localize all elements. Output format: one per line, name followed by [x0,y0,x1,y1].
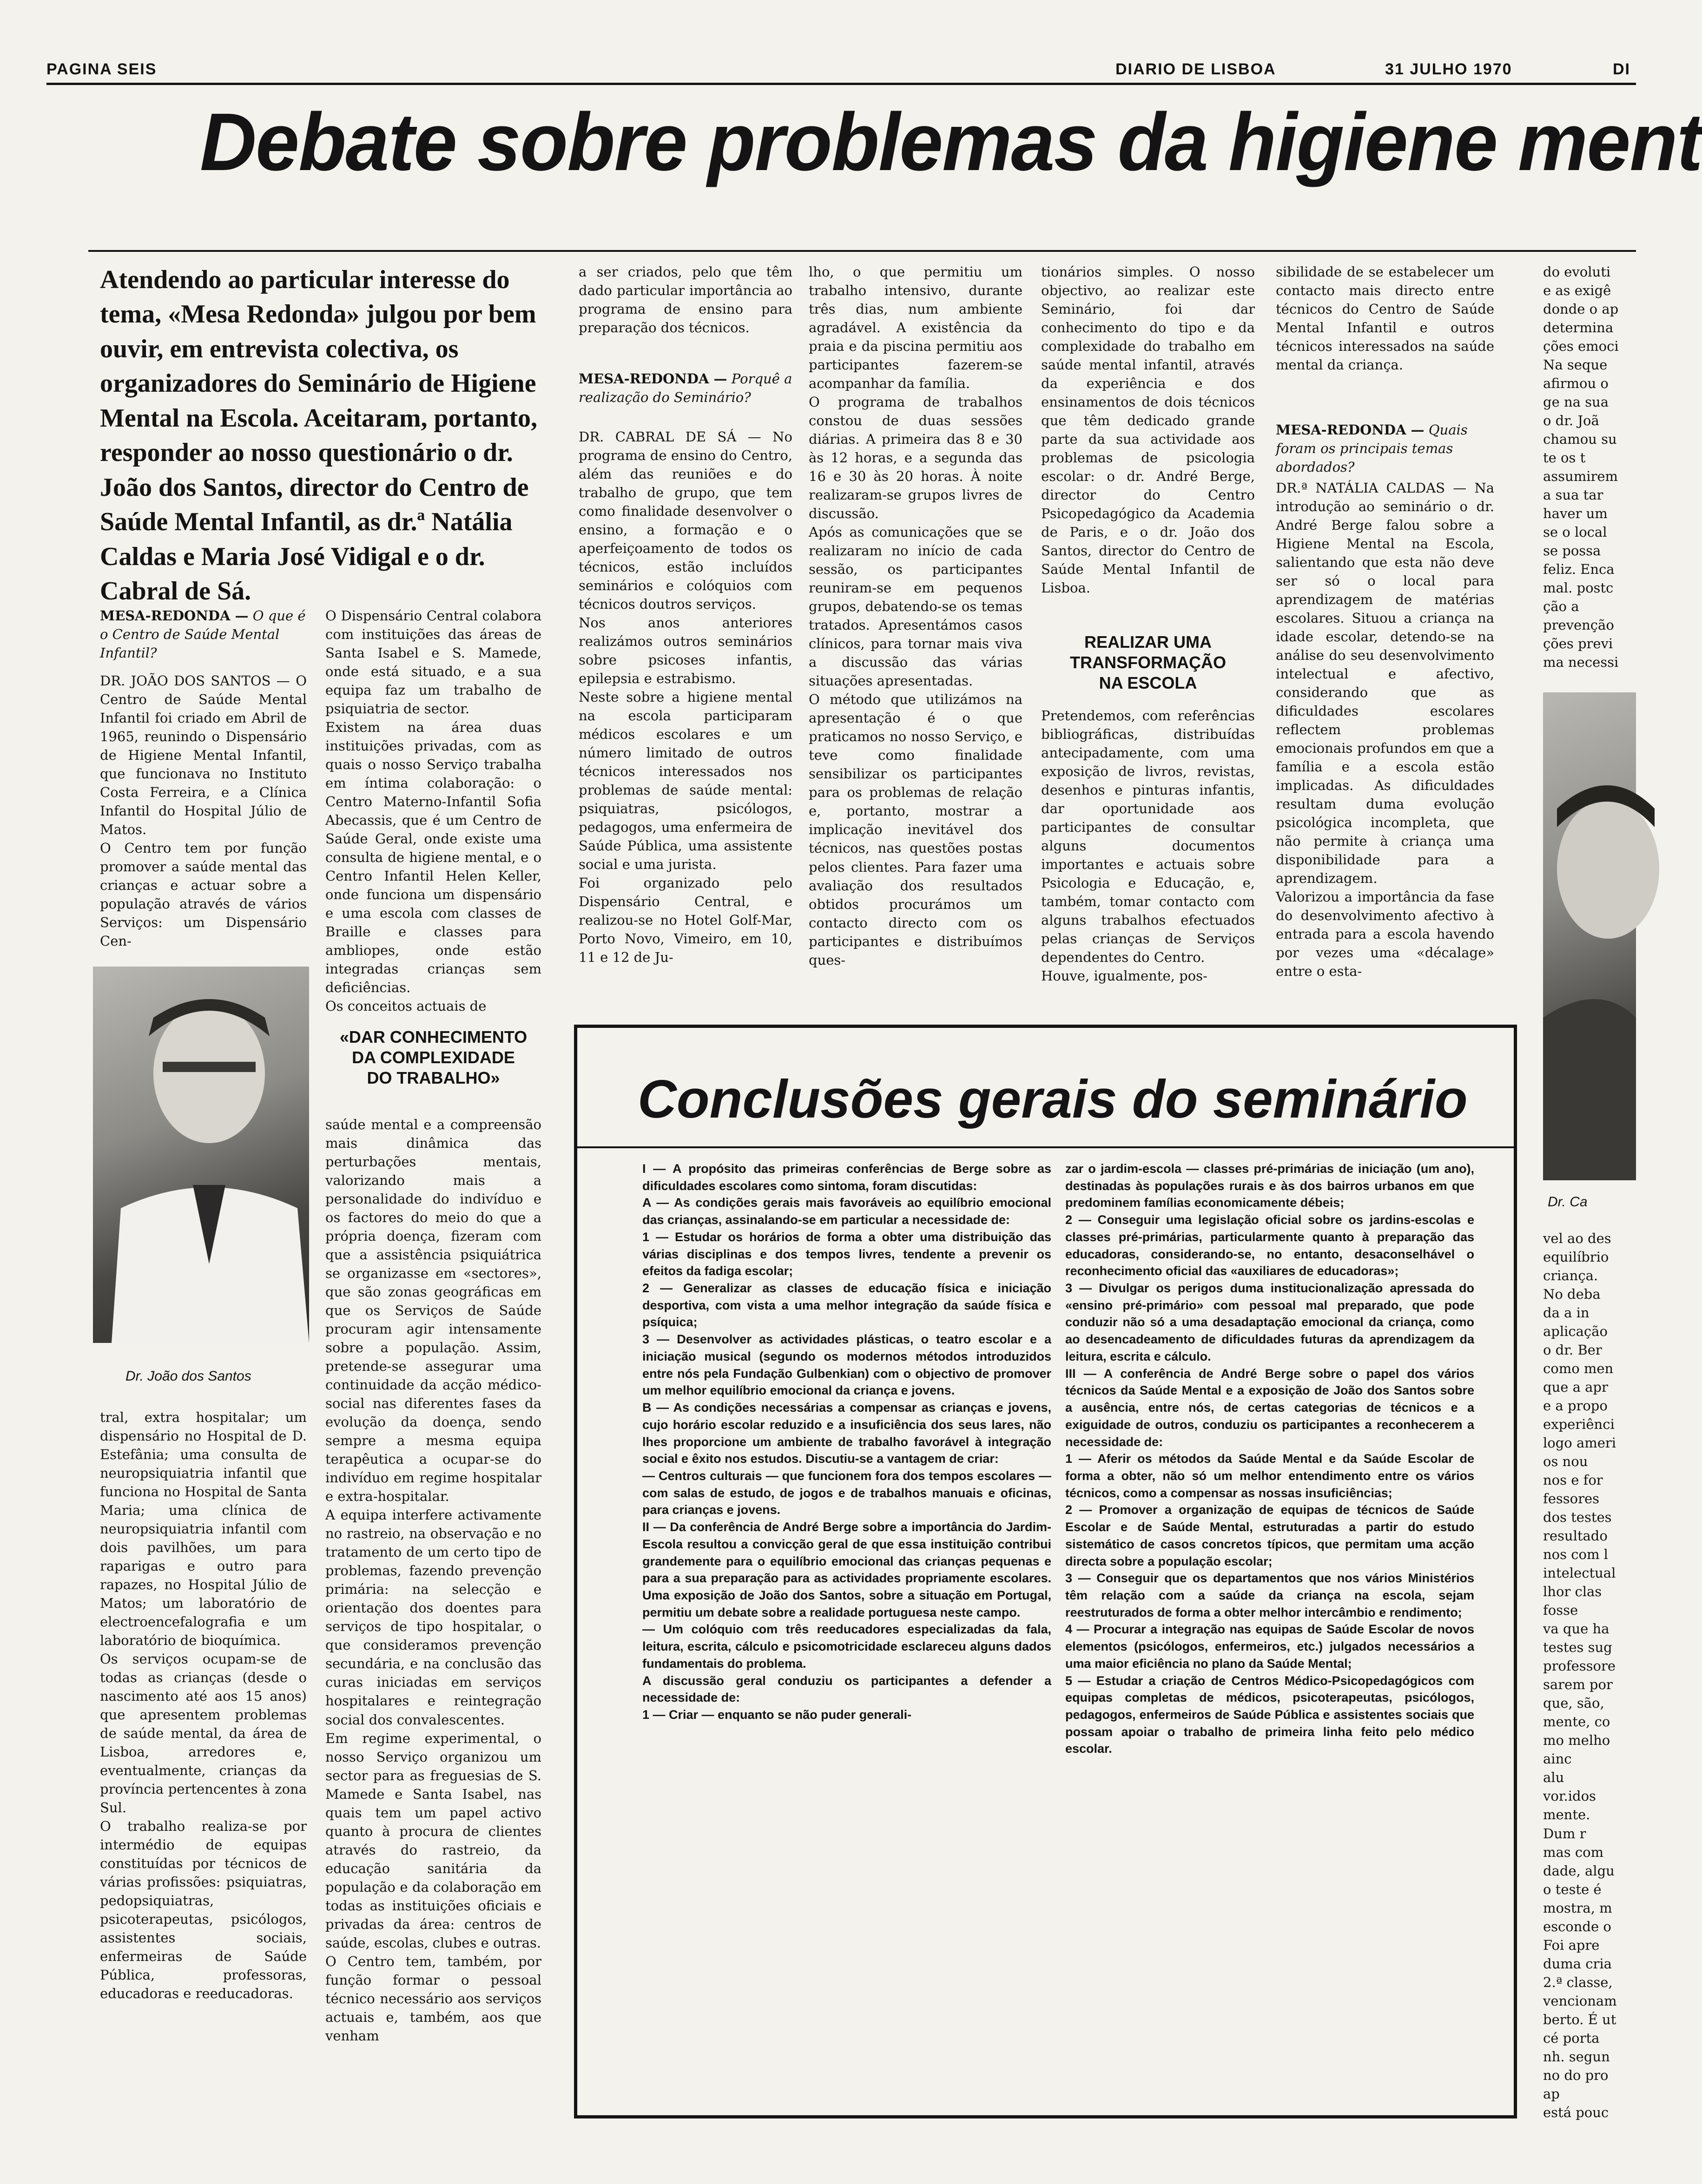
question-1-text: O que é o Centro de Saúde Mental Infantil? [100,608,306,661]
column-1-text-top: DR. JOÃO DOS SANTOS — O Centro de Saúde Mental Infantil foi criado em Abril de 1965, reunindo o Dispensário de Higiene Mental Infantil, que funcionava no Instituto Costa Ferreira, e a Clínica Infantil do Hospital Júlio de Matos. O Centro tem por função promover a saúde mental das crianças e actuar sobre a população através de vários Serviços: um Dispensário Cen- [100,673,307,949]
column-7-text-top: do evoluti e as exigê donde o ap determina ções emoci Na seque afirmou o ge na sua o dr. Joã chamou su te os t assumirem a sua tar haver um se o local se possa feliz. Enca mal. postc ção a prevenção ções previ ma necessi [1543,264,1619,671]
photo-2-caption: Dr. Ca [1548,1194,1588,1210]
question-3-label: MESA-REDONDA — [1276,422,1425,438]
headline-rule [88,250,1636,252]
header-rule [46,83,1636,85]
subheading-realizar-transformacao: REALIZAR UMA TRANSFORMAÇÃO NA ESCOLA [1070,632,1226,692]
column-5-text-bottom: Pretendemos, com referências bibliográficas, distribuídas antecipadamente, com uma exposição de livros, revistas, desenhos e pinturas infantis, dar oportunidade aos participantes de consultar alguns documentos importantes e actuais sobre Psicologia e Educação, e, também, tomar contacto com alguns trabalhos efectuados pelas crianças de Serviços dependentes do Centro. Houve, igualmente, pos- [1041,708,1255,984]
question-2-text: Porquê a realização do Seminário? [579,371,792,406]
question-2-label: MESA-REDONDA — [579,371,727,387]
column-4-text: lho, o que permitiu um trabalho intensivo, durante três dias, num ambiente agradável. A existência da praia e da piscina permitiu aos participantes fazerem-se acompanhar da família. O programa de trabalhos constou de duas sessões diárias. A primeira das 8 e 30 às 12 horas, e a segunda das 16 e 30 às 20 horas. À noite realizaram-se grupos livres de discussão. Após as comunicações que se realizaram no início de cada sessão, os participantes reuniram-se em pequenos grupos, debatendo-se os temas tratados. Apresentámos casos clínicos, para tornar mais viva a discussão das várias situações apresentadas. O método que utilizámos na apresentação é o que praticamos no nosso Serviço, e teve como finalidade sensibilizar os participantes para os problemas de relação e, portanto, mostrar a implicação inevitável dos técnicos, nas questões postas pelos clientes. Para fazer uma avaliação dos resultados obtidos procurámos um contacto directo com os participantes e distribuímos ques- [809,264,1023,968]
headline: Debate sobre problemas da higiene ment [200,97,1702,188]
photo-dr-cabral [1543,692,1636,1180]
column-2-text-top: O Dispensário Central colabora com instituições das áreas de Santa Isabel e S. Mamede, onde está situado, e a sua equipa faz um trabalho de psiquiatria de sector. Existem na área duas instituições privadas, com as quais o nosso Serviço trabalha em íntima colaboração: o Centro Materno-Infantil Sofia Abecassis, que é um Centro de Saúde Geral, onde existe uma consulta de higiene mental, e o Centro Infantil Helen Keller, onde funciona um dispensário e uma escola com classes de Braille e classes para ambliopes, onde estão integradas crianças sem deficiências. Os conceitos actuais de [325,608,541,1014]
portrait-silhouette-2 [1543,692,1636,1180]
portrait-silhouette [93,967,309,1343]
question-1 [100,606,307,662]
conclusions-column-left: I — A propósito das primeiras conferências de Berge sobre as dificuldades escolares como sintoma, foram discutidas: A — As condições gerais mais favoráveis ao equilíbrio emocional das crianças, assinalando-se em particular a necessidade de: 1 — Estudar os horários de forma a obter uma distribuição das várias disciplinas e dos tempos livres, tendente a prevenir os efeitos da fadiga escolar; 2 — Generalizar as classes de educação física e iniciação desportiva, com vista a uma melhor integração da saúde física e psíquica; 3 — Desenvolver as actividades plásticas, o teatro escolar e a iniciação musical (segundo os modernos métodos introduzidos entre nós pela Fundação Gulbenkian) com o objectivo de promover um melhor equilíbrio emocional da criança e jovens. B — As condições necessárias a compensar as crianças e jovens, cujo horário escolar reduzido e a insuficiência dos seus lares, não lhes proporcione um ambiente de trabalho favorável à integração social e êxito nos estudos. Discutiu-se a vantagem de criar: — Centros culturais — que funcionem fora dos tempos escolares — com salas de estudo, de jogos e de trabalhos manuais e oficinas, para crianças e jovens. II — Da conferência de André Berge sobre a importância do Jardim-Escola resultou a convicção geral de que essa instituição contribui grandemente para o equilíbrio emocional das crianças pequenas e para a sua preparação para as actividades propriamente escolares. Uma exposição de João dos Santos, sobre a situação em Portugal, permitiu um debate sobre a realidade portuguesa neste campo. — Um colóquio com três reeducadores especializadas da fala, leitura, escrita, cálculo e psicomotricidade esclareceu alguns dados fundamentais do problema. A discussão geral conduziu os participantes a defender a necessidade de: 1 — Criar — enquanto se não puder generali- [642,1162,1051,1722]
page-label: PAGINA SEIS [46,60,157,78]
conclusions-title: Conclusões gerais do seminário [638,1069,1468,1129]
column-3-text-bottom: DR. CABRAL DE SÁ — No programa de ensino do Centro, além das reuniões e do trabalho de grupo, que tem como finalidade desenvolver o ensino, a formação e o aperfeiçoamento de todos os técnicos, estão incluídos seminários e colóquios com técnicos doutros serviços. Nos anos anteriores realizámos outros seminários sobre psicoses infantis, epilepsia e estrabismo. Neste sobre a higiene mental na escola participaram médicos escolares e um número limitado de outros técnicos interessados nos problemas de saúde mental: psiquiatras, psicólogos, pedagogos, uma enfermeira de Saúde Pública, uma assistente social e uma jurista. Foi organizado pelo Dispensário Central, e realizou-se no Hotel Golf-Mar, Porto Novo, Vimeiro, em 10, 11 e 12 de Ju- [579,429,792,966]
conclusions-box [574,1025,1517,2118]
column-6-text-top: sibilidade de se estabelecer um contacto mais directo entre técnicos do Centro de Saúde Mental Infantil e outros técnicos interessados na saúde mental da criança. [1276,264,1494,373]
newspaper-name: DIARIO DE LISBOA [1115,60,1276,78]
photo-joao-dos-santos [93,967,309,1343]
column-3-text-top: a ser criados, pelo que têm dado particular importância ao programa de ensino para preparação dos técnicos. [579,264,792,336]
column-5-text-top: tionários simples. O nosso objectivo, ao realizar este Seminário, foi dar conhecimento do tipo e da complexidade do trabalho em saúde mental infantil, através da experiência e dos ensinamentos de dois técnicos que têm dedicado grande parte da sua actividade aos problemas de psicologia escolar: o dr. André Berge, director do Centro Psicopedagógico da Academia de Paris, e o dr. João dos Santos, director do Centro de Saúde Mental Infantil de Lisboa. [1041,264,1255,596]
photo-1-caption: Dr. João dos Santos [125,1368,251,1384]
intro-paragraph: Atendendo ao particular interesse do tema, «Mesa Redonda» julgou por bem ouvir, em entrevista colectiva, os organizadores do Seminário de Higiene Mental na Escola. Aceitaram, portanto, responder ao nosso questionário o dr. João dos Santos, director do Centro de Saúde Mental Infantil, as dr.ª Natália Caldas e Maria José Vidigal e o dr. Cabral de Sá. [100,265,537,606]
question-2 [579,369,792,407]
conclusions-column-right: zar o jardim-escola — classes pré-primárias de iniciação (um ano), destinadas às populações rurais e às dos bairros urbanos em que predominem famílias economicamente débeis; 2 — Conseguir uma legislação oficial sobre os jardins-escolas e classes pré-primárias, particularmente quanto à preparação das educadoras, considerando-se, no entanto, desaconselhável o reconhecimento oficial das «auxiliares de educadoras»; 3 — Divulgar os perigos duma institucionalização apressada do «ensino pré-primário» com pessoal mal preparado, que pode conduzir não só a uma desadaptação emocional da criança, como ao desencadeamento de dificuldades futuras da aprendizagem da leitura, escrita e cálculo. III — A conferência de André Berge sobre o papel dos vários técnicos da Saúde Mental e a exposição de João dos Santos sobre a ausência, entre nós, de certas categorias de técnicos e a exiguidade de outros, conduziu os participantes a reconhecerem a necessidade de: 1 — Aferir os métodos da Saúde Mental e da Saúde Escolar de forma a obter, não só um melhor entendimento entre os vários técnicos, como a compensar as nossas insuficiências; 2 — Promover a organização de equipas de técnicos de Saúde Escolar e de Saúde Mental, estruturadas a partir do estudo sistemático de casos concretos típicos, que permitam uma acção directa sobre a população escolar; 3 — Conseguir que os departamentos que nos vários Ministérios têm relação com a saúde da criança na escola, sejam reestruturados de forma a obter melhor intercâmbio e rendimento; 4 — Procurar a integração nas equipas de Saúde Escolar de novos elementos (psicólogos, enfermeiros, etc.) julgados necessários a uma maior eficiência no plano da Saúde Mental; 5 — Estudar a criação de Centros Médico-Psicopedagógicos com equipas completas de médicos, psicoterapeutas, psicólogos, pedagogos, enfermeiros de Saúde Pública e assistentes sociais que possam apoiar o trabalho de primeira linha feito pelo médico escolar. [1065,1162,1474,1756]
next-page-edge: DI [1613,60,1630,78]
question-3-text: Quais foram os principais temas abordados? [1276,422,1468,475]
conclusions-rule [577,1146,1514,1148]
question-3 [1276,421,1494,476]
subheading-dar-conhecimento: «DAR CONHECIMENTO DA COMPLEXIDADE DO TRABALHO» [339,1027,528,1087]
column-2-text-bottom: saúde mental e a compreensão mais dinâmica das perturbações mentais, valorizando mais a personalidade do indivíduo e os factores do meio do que a própria doença, fizeram com que a assistência psiquiátrica se organizasse em «sectores», que são zonas geográficas em que os Serviços de Saúde procuram agir intensamente sobre a população. Assim, pretende-se assegurar uma continuidade da acção médico-social nas diferentes fases da evolução da doença, sendo sempre a mesma equipa terapêutica a ocupar-se do indivíduo em regime hospitalar e extra-hospitalar. A equipa interfere activamente no rastreio, na observação e no tratamento de um certo tipo de problemas, fazendo prevenção primária: na selecção e orientação dos doentes para serviços de tipo hospitalar, o que consideramos prevenção secundária, e na conclusão das curas iniciadas em serviços hospitalares e reintegração social dos convalescentes. Em regime experimental, o nosso Serviço organizou um sector para as freguesias de S. Mamede e Santa Isabel, nas quais tem um papel activo quanto à procura de clientes através do rastreio, da educação sanitária da população e da colaboração em todas as instituições oficiais e privadas da área: centros de saúde, escolas, clubes e outras. O Centro tem, também, por função formar o pessoal técnico necessário aos serviços actuais e, também, aos que venham [325,1117,541,2044]
column-6-text-bottom: DR.ª NATÁLIA CALDAS — Na introdução ao seminário o dr. André Berge falou sobre a Higiene Mental na Escola, salientando que esta não deve ser só o local para aprendizagem de matérias escolares. Situou a criança na idade escolar, detendo-se na análise do seu desenvolvimento intelectual e afectivo, considerando que as dificuldades escolares reflectem problemas emocionais profundos em que a família e a escola estão implicadas. As dificuldades resultam duma evolução psicológica incompleta, que não permite à criança uma disponibilidade para a aprendizagem. Valorizou a importância da fase do desenvolvimento afectivo à entrada para a escola havendo por vezes uma «décalage» entre o esta- [1276,480,1494,980]
column-1-text-bottom: tral, extra hospitalar; um dispensário no Hospital de D. Estefânia; uma consulta de neuropsiquiatria infantil que funciona no Hospital de Santa Maria; uma clínica de neuropsiquiatria infantil com dois pavilhões, um para raparigas e outro para rapazes, no Hospital Júlio de Matos; um laboratório de electroencefalografia e um laboratório de bioquímica. Os serviços ocupam-se de todas as crianças (desde o nascimento até aos 15 anos) que apresentem problemas de saúde mental, da área de Lisboa, arredores e, eventualmente, crianças da província pertencentes à zona Sul. O trabalho realiza-se por intermédio de equipas constituídas por técnicos de várias profissões: psiquiatras, pedopsiquiatras, psicoterapeutas, psicólogos, assistentes sociais, enfermeiras de Saúde Pública, professoras, educadoras e reeducadoras. [100,1409,307,2002]
issue-date: 31 JULHO 1970 [1385,60,1512,78]
column-7-text-bottom: vel ao des equilíbrio criança. No deba da a in aplicação o dr. Ber como men que a apr e a propo experiênci logo ameri os nou nos e for fessores dos testes resultado nos com l intelectual lhor clas fosse va que ha testes sug professore sarem por que, são, mente, co mo melho ainc alu vor.idos mente. Dum r mas com dade, algu o teste é mostra, m esconde o Foi apre duma cria 2.ª classe, vencionam berto. É ut cé porta nh. segun no do pro ap está pouc [1543,1230,1617,2120]
question-1-label: MESA-REDONDA — [100,608,249,624]
